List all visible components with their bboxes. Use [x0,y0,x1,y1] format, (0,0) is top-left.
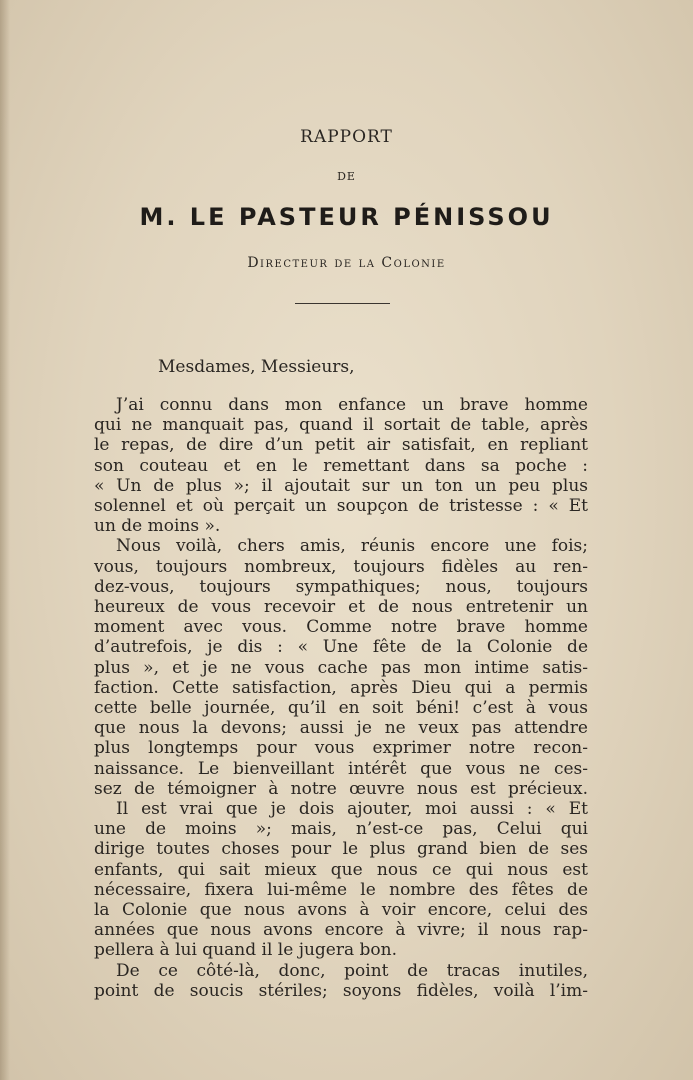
text-line: plus », et je ne vous cache pas mon intime satis- [94,657,588,678]
heading-name: M. LE PASTEUR PÉNISSOU [139,203,554,231]
text-line: un de moins ». [94,516,221,537]
heading-de: DE [337,170,356,183]
text-line: enfants, qui sait mieux que nous ce qui nous est [94,859,588,880]
salutation: Mesdames, Messieurs, [158,357,355,377]
text-line: point de soucis stériles; soyons fidèles, voilà l’im- [94,980,588,1001]
text-line: Nous voilà, chers amis, réunis encore une fois; [116,536,588,557]
text-line: dez-vous, toujours sympathiques; nous, toujours [94,576,588,597]
text-line: cette belle journée, qu’il en soit béni! c’est à vous [94,698,588,719]
text-line: J’ai connu dans mon enfance un brave homme [116,395,588,415]
text-line: faction. Cette satisfaction, après Dieu qui a permis [94,677,588,698]
text-line: nécessaire, fixera lui-même le nombre des fêtes de [94,879,588,900]
text-line: une de moins »; mais, n’est-ce pas, Celui qui [94,819,588,840]
text-line: pellera à lui quand il le jugera bon. [94,940,397,961]
text-line: heureux de vous recevoir et de nous entretenir un [94,597,588,618]
separator-rule [295,303,390,304]
text-line: naissance. Le bienveillant intérêt que vous ne ces- [94,758,588,779]
page-edge-shadow [0,0,10,1080]
text-line: plus longtemps pour vous exprimer notre recon- [94,738,588,759]
text-line: solennel et où perçait un soupçon de tristesse : « Et [94,496,588,517]
text-line: que nous la devons; aussi je ne veux pas attendre [94,718,588,739]
text-line: son couteau et en le remettant dans sa poche : [94,455,588,476]
text-line: De ce côté-là, donc, point de tracas inutiles, [116,960,588,981]
text-line: le repas, de dire d’un petit air satisfait, en repliant [94,435,588,456]
text-line: la Colonie que nous avons à voir encore, celui des [94,900,588,921]
heading-rapport: RAPPORT [300,127,393,147]
text-line: Il est vrai que je dois ajouter, moi aussi : « Et [116,799,588,820]
text-line: dirige toutes choses pour le plus grand bien de ses [94,839,588,860]
text-line: vous, toujours nombreux, toujours fidèles au ren- [94,556,588,577]
body-text [94,395,588,1001]
text-line: années que nous avons encore à vivre; il nous rap- [94,920,588,941]
text-line: d’autrefois, je dis : « Une fête de la Colonie de [94,637,588,658]
heading-role: Directeur de la Colonie [247,255,446,271]
text-line: qui ne manquait pas, quand il sortait de table, après [94,415,588,436]
text-line: moment avec vous. Comme notre brave homme [94,617,588,638]
text-line: sez de témoigner à notre œuvre nous est précieux. [94,778,588,799]
text-line: « Un de plus »; il ajoutait sur un ton un peu plus [94,475,588,496]
